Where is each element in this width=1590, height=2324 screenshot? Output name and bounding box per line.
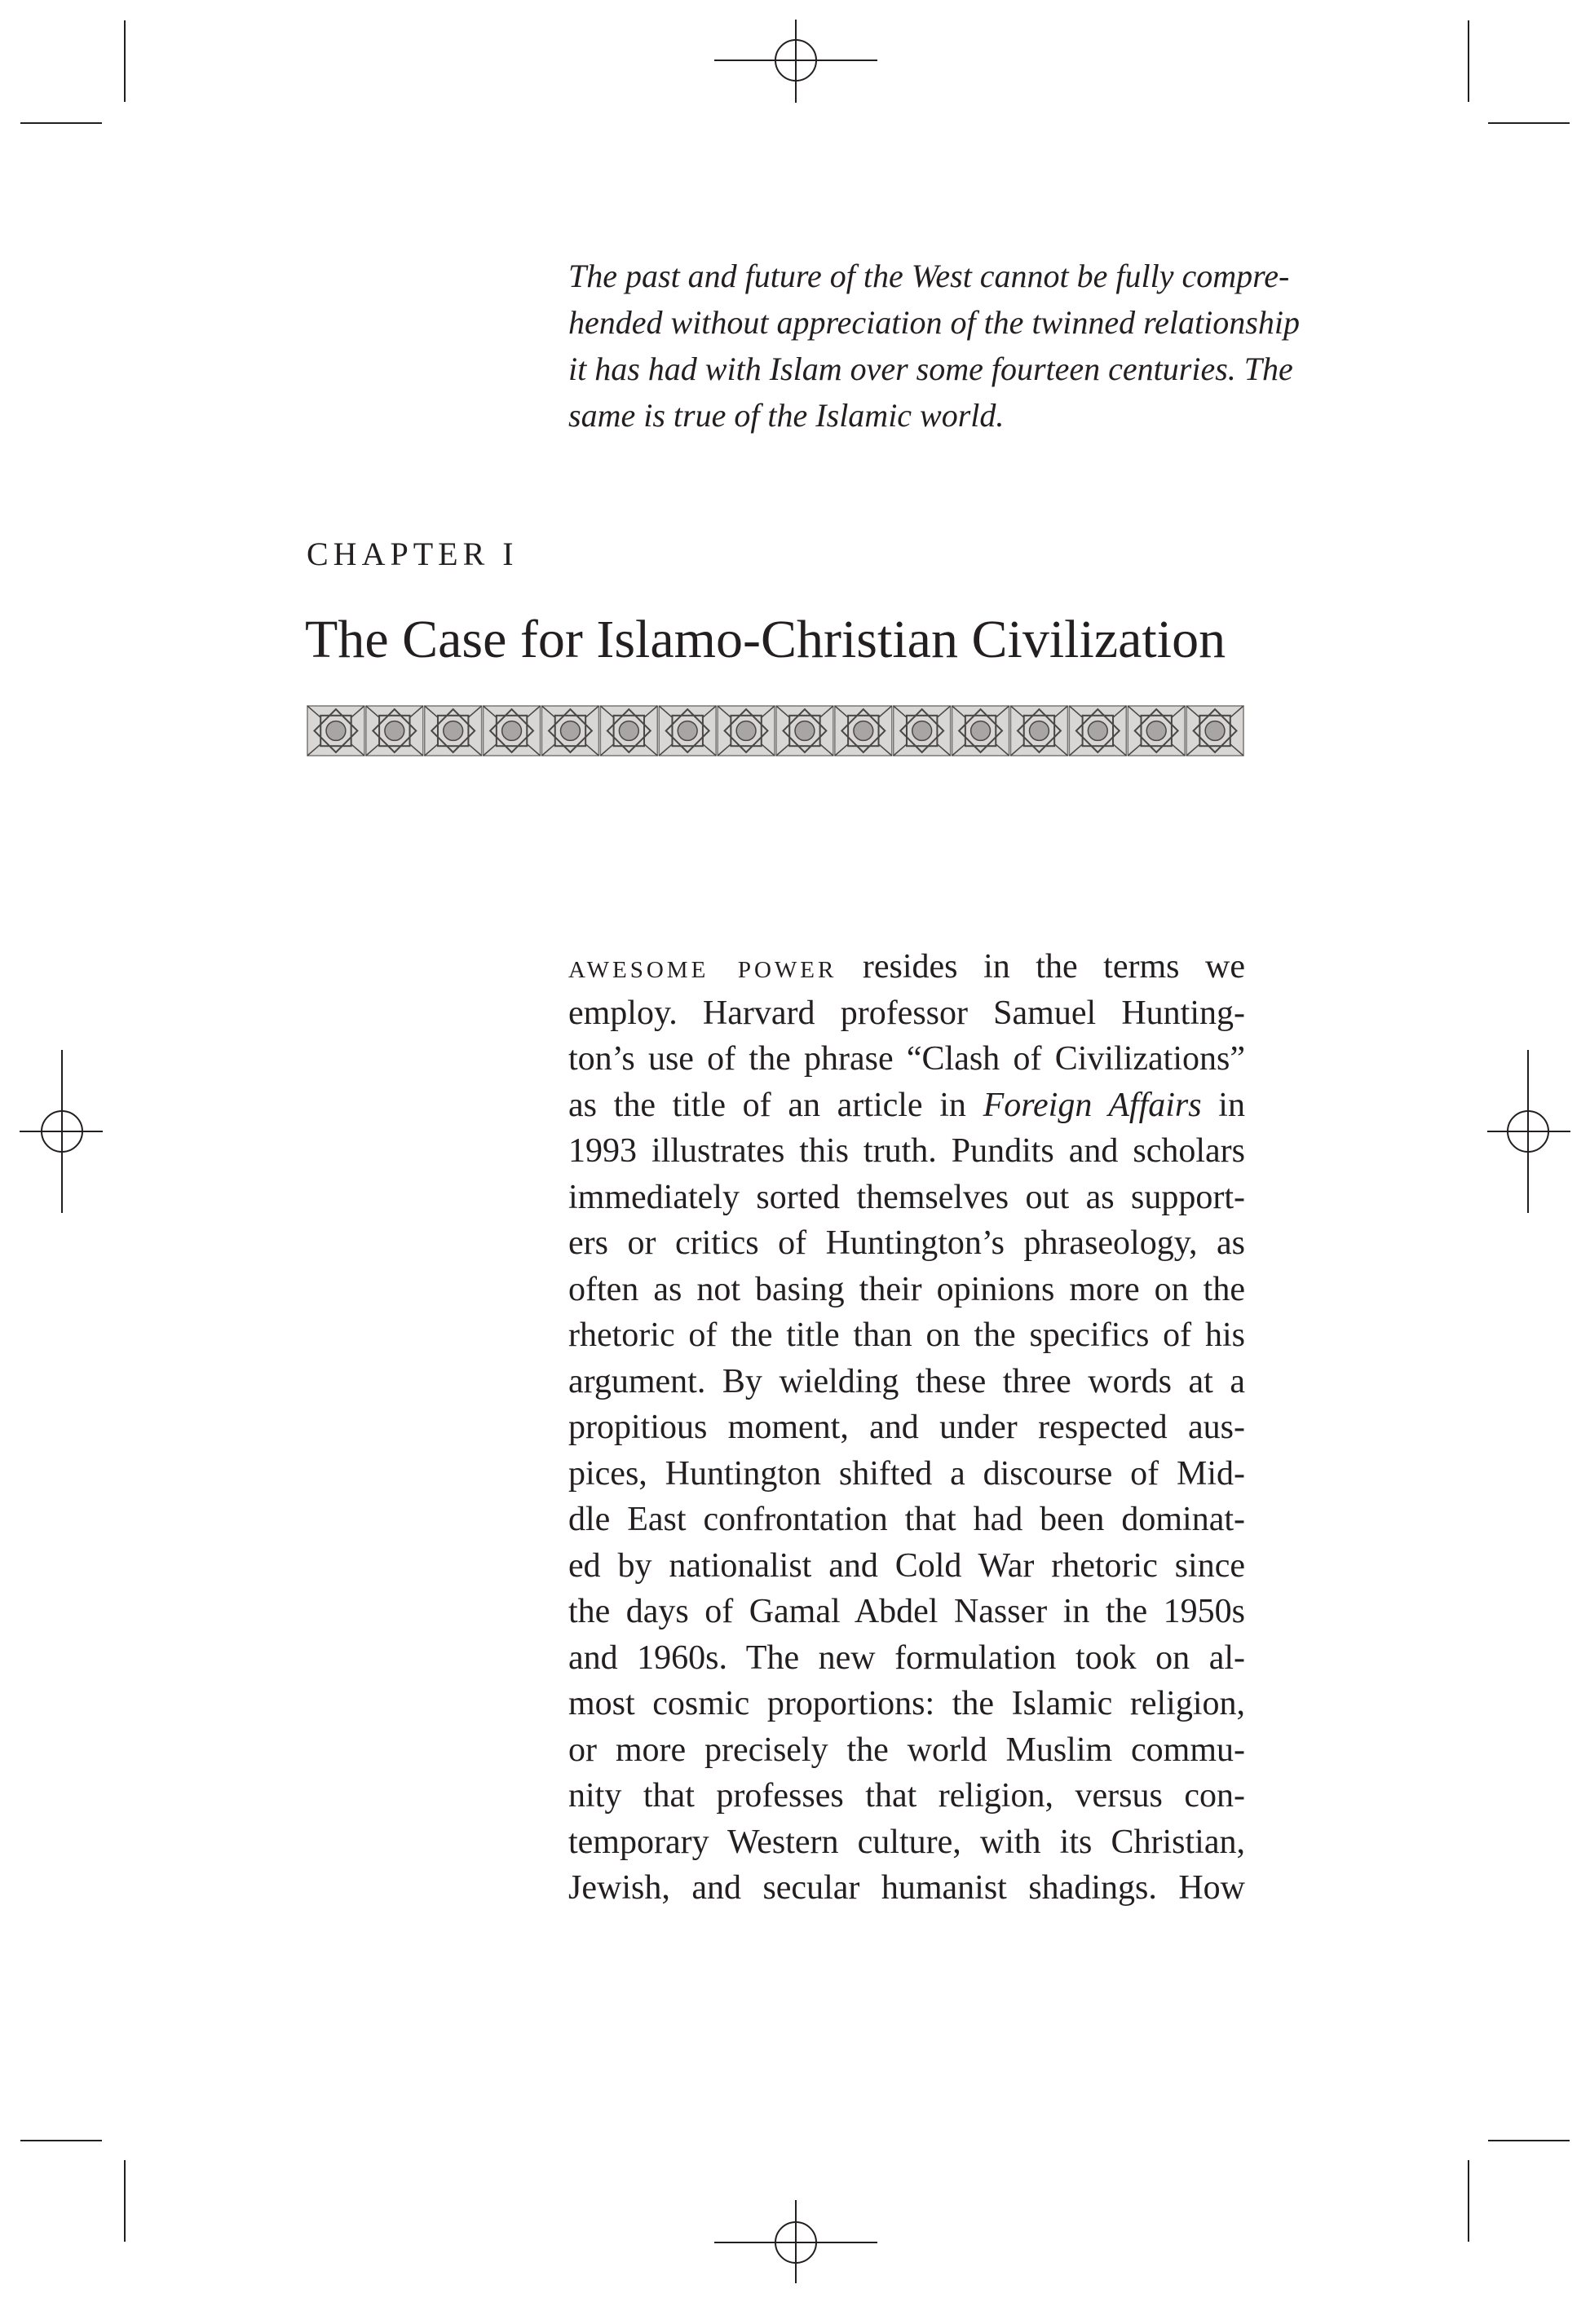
body-line bbox=[568, 944, 1245, 990]
ornament-tile bbox=[1011, 706, 1068, 756]
body-line: nity that professes that religion, versus con- bbox=[568, 1777, 1245, 1815]
epigraph-line: The past and future of the West cannot be fully compre- bbox=[568, 258, 1290, 294]
ornament-tile bbox=[1128, 706, 1185, 756]
ornament-tile bbox=[776, 706, 833, 756]
body-line: temporary Western culture, with its Christian, bbox=[568, 1823, 1245, 1861]
crop-mark-top-right-horizontal bbox=[1488, 122, 1570, 124]
body-line: rhetoric of the title than on the specifics of his bbox=[568, 1316, 1245, 1354]
ornament-tile bbox=[1186, 706, 1243, 756]
body-line: dle East confrontation that had been dominat- bbox=[568, 1501, 1245, 1538]
body-line: propitious moment, and under respected aus- bbox=[568, 1409, 1245, 1446]
crop-mark-bottom-left-vertical bbox=[124, 2160, 126, 2242]
chapter-title: The Case for Islamo-Christian Civilization bbox=[305, 610, 1226, 669]
body-line: pices, Huntington shifted a discourse of Mid- bbox=[568, 1454, 1245, 1493]
body-fragment: as the title of an article in bbox=[568, 1086, 983, 1124]
ornament-tile bbox=[307, 706, 364, 756]
body-line: argument. By wielding these three words at a bbox=[568, 1362, 1245, 1400]
epigraph bbox=[568, 253, 1300, 439]
crop-mark-bottom-left-horizontal bbox=[20, 2140, 102, 2141]
body-line: 1993 illustrates this truth. Pundits and scholars bbox=[568, 1132, 1245, 1170]
body-line: immediately sorted themselves out as support- bbox=[568, 1178, 1245, 1216]
ornament-tile bbox=[600, 706, 657, 756]
journal-title: Foreign Affairs bbox=[983, 1086, 1202, 1124]
body-line: ed by nationalist and Cold War rhetoric since bbox=[568, 1546, 1245, 1585]
body-text bbox=[568, 944, 1245, 1912]
crop-mark-bottom-right-vertical bbox=[1468, 2160, 1469, 2242]
ornament-tile bbox=[425, 706, 482, 756]
body-line: ton’s use of the phrase “Clash of Civilizations” bbox=[568, 1040, 1245, 1078]
ornament-tile bbox=[542, 706, 599, 756]
ornamental-border bbox=[307, 705, 1244, 756]
body-fragment: in bbox=[1201, 1086, 1245, 1124]
ornament-tile bbox=[366, 706, 423, 756]
lead-in-rest: resides in the terms we bbox=[837, 948, 1246, 986]
ornament-tile bbox=[952, 706, 1009, 756]
registration-mark-bottom bbox=[714, 2161, 877, 2324]
body-line: ers or critics of Huntington’s phraseology, as bbox=[568, 1224, 1245, 1262]
crop-mark-top-left-horizontal bbox=[20, 122, 102, 124]
body-line bbox=[568, 1083, 1245, 1129]
lead-in: awesome power bbox=[568, 948, 837, 986]
registration-mark-right bbox=[1446, 1050, 1590, 1213]
ornament-tile bbox=[659, 706, 716, 756]
epigraph-line: it has had with Islam over some fourteen centuries. The bbox=[568, 351, 1293, 387]
body-line: or more precisely the world Muslim commu- bbox=[568, 1731, 1245, 1769]
ornament-tile bbox=[718, 706, 775, 756]
ornament-tile bbox=[835, 706, 892, 756]
epigraph-line: hended without appreciation of the twinned relationship bbox=[568, 304, 1300, 341]
body-line: most cosmic proportions: the Islamic religion, bbox=[568, 1685, 1245, 1722]
registration-mark-top bbox=[714, 0, 877, 142]
crop-mark-top-right-vertical bbox=[1468, 20, 1469, 102]
ornament-tile bbox=[894, 706, 951, 756]
body-line: and 1960s. The new formulation took on al- bbox=[568, 1638, 1245, 1677]
crop-mark-bottom-right-horizontal bbox=[1488, 2140, 1570, 2141]
epigraph-line: same is true of the Islamic world. bbox=[568, 397, 1005, 434]
crop-mark-top-left-vertical bbox=[124, 20, 126, 102]
registration-mark-left bbox=[0, 1050, 144, 1213]
body-line: often as not basing their opinions more on the bbox=[568, 1270, 1245, 1308]
body-line: employ. Harvard professor Samuel Hunting- bbox=[568, 994, 1245, 1032]
body-line: Jewish, and secular humanist shadings. How bbox=[568, 1869, 1245, 1907]
ornament-tile bbox=[1069, 706, 1126, 756]
body-line: the days of Gamal Abdel Nasser in the 1950s bbox=[568, 1593, 1245, 1630]
chapter-label: CHAPTER I bbox=[307, 536, 519, 572]
ornament-tile bbox=[484, 706, 541, 756]
